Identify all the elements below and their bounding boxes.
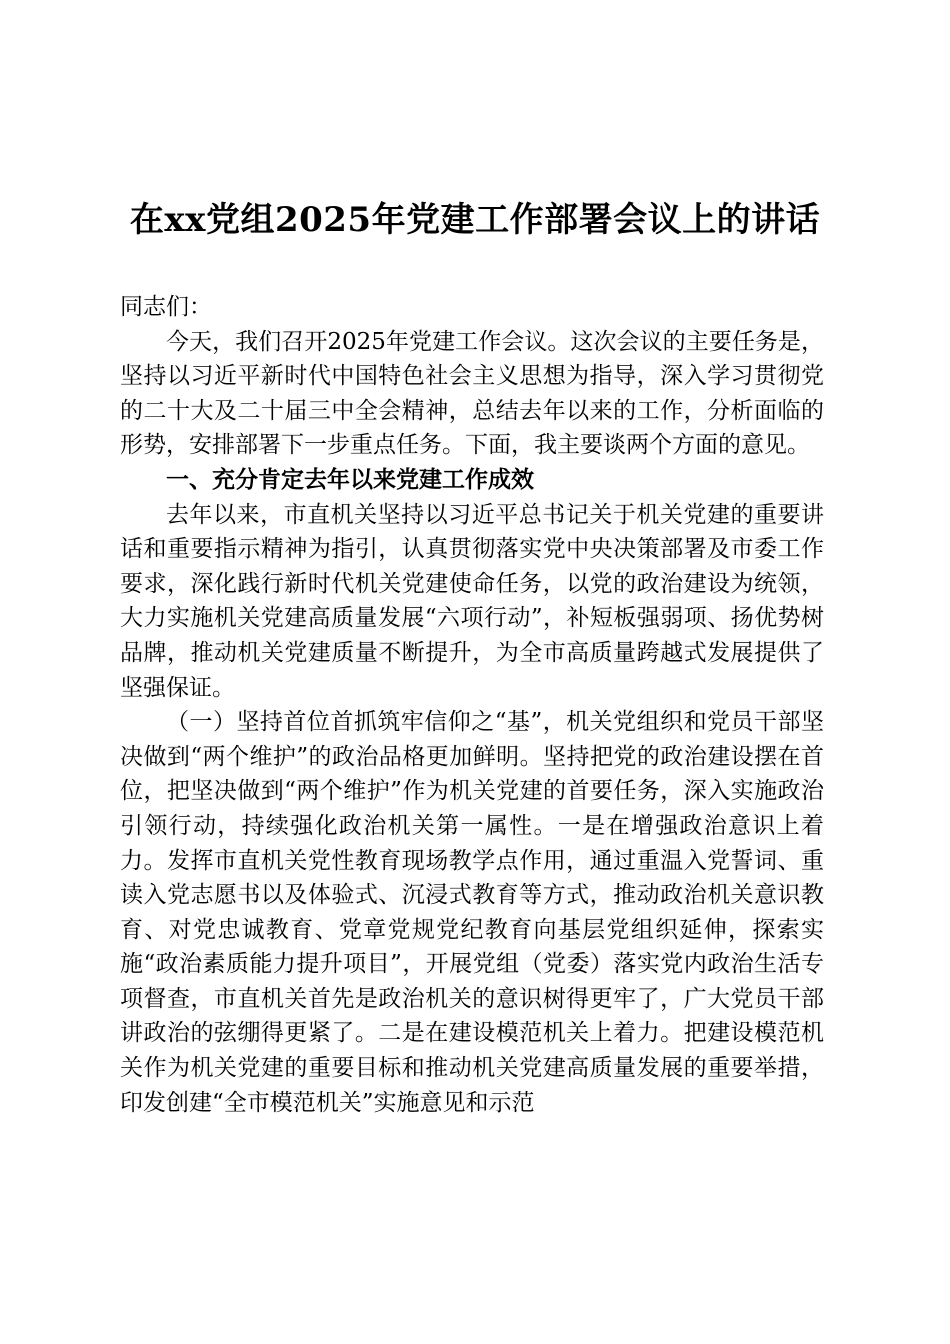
section-paragraph: 去年以来，市直机关坚持以习近平总书记关于机关党建的重要讲话和重要指示精神为指引，认真贯彻落实党中央决策部署及市委工作要求，深化践行新时代机关党建使命任务，以党的政治建设为统领，大力实施机关党建高质量发展“六项行动”，补短板强弱项、扬优势树品牌，推动机关党建质量不断提升，为全市高质量跨越式发展提供了坚强保证。	[120, 501, 824, 701]
document-body	[120, 290, 824, 1120]
section-heading: 一、充分肯定去年以来党建工作成效	[166, 466, 534, 493]
intro-paragraph: 今天，我们召开2025年党建工作会议。这次会议的主要任务是，坚持以习近平新时代中国特色社会主义思想为指导，深入学习贯彻党的二十大及二十届三中全会精神，总结去年以来的工作，分析面临的形势，安排部署下一步重点任务。下面，我主要谈两个方面的意见。	[120, 328, 824, 459]
document-title: 在xx党组2025年党建工作部署会议上的讲话	[129, 200, 821, 240]
salutation: 同志们：	[120, 294, 212, 320]
subsection-paragraph: （一）坚持首位首抓筑牢信仰之“基”，机关党组织和党员干部坚决做到“两个维护”的政治品格更加鲜明。坚持把党的政治建设摆在首位，把坚决做到“两个维护”作为机关党建的首要任务，深入实施政治引领行动，持续强化政治机关第一属性。一是在增强政治意识上着力。发挥市直机关党性教育现场教学点作用，通过重温入党誓词、重读入党志愿书以及体验式、沉浸式教育等方式，推动政治机关意识教育、对党忠诚教育、党章党规党纪教育向基层党组织延伸，探索实施“政治素质能力提升项目”，开展党组（党委）落实党内政治生活专项督查，市直机关首先是政治机关的意识树得更牢了，广大党员干部讲政治的弦绷得更紧了。二是在建设模范机关上着力。把建设模范机关作为机关党建的重要目标和推动机关党建高质量发展的重要举措，印发创建“全市模范机关”实施意见和示范	[120, 709, 824, 1116]
